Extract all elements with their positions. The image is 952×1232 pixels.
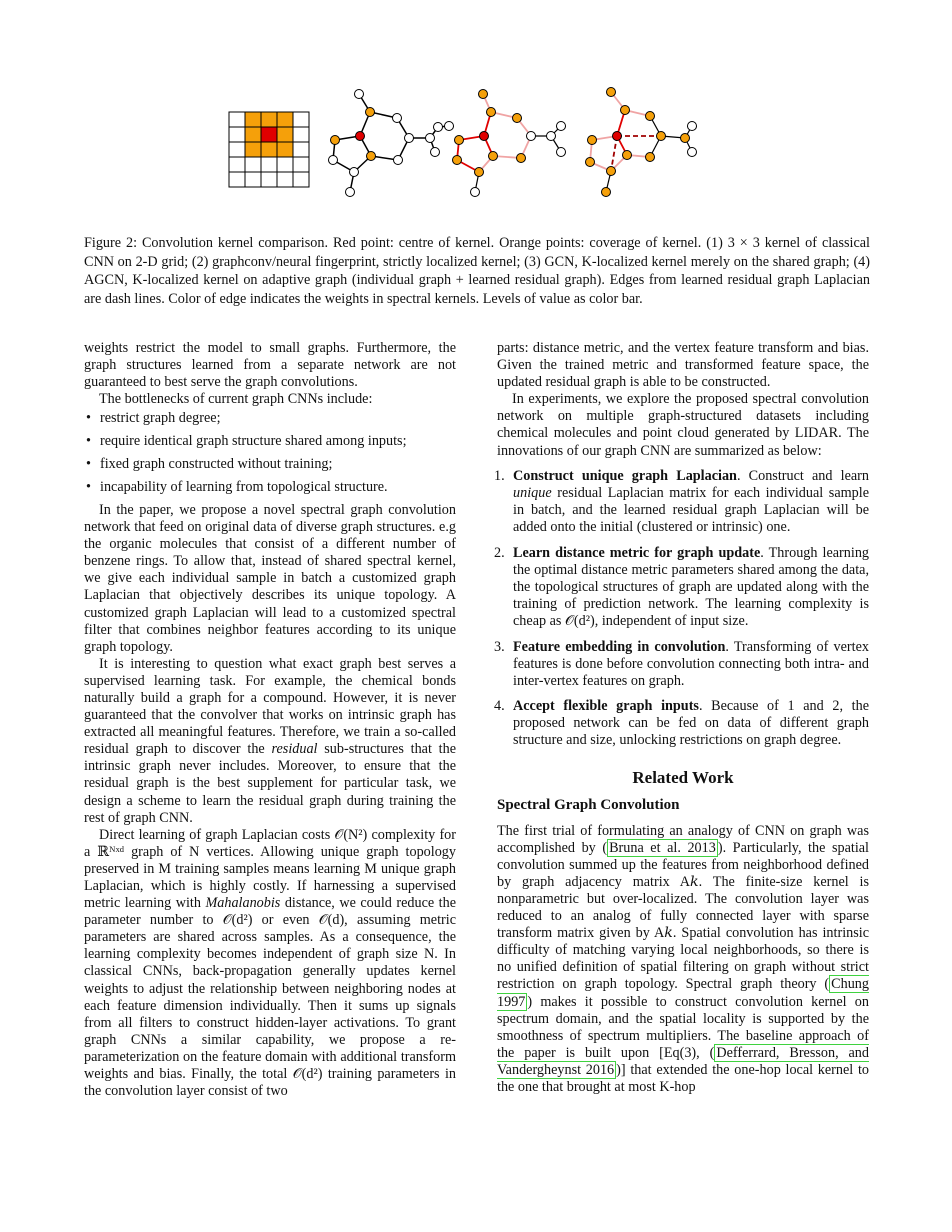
list-item: • fixed graph constructed without training; [84,456,456,473]
graphconv-nodes [329,90,454,197]
citation-link[interactable]: Bruna et al. 2013 [609,839,716,856]
paragraph: The first trial of formulating an analogy of CNN on graph was accomplished by ( Bruna et al. 2013 ). Particularly, the spatial convolution summed up the features from neighborhood defined by graph adjacency matrix A𝑘. The finite-size kernel is nonparametric but over-localized. The convolution layer was reduced to an analog of fully connected layer with sparse transform matrix given by A𝑘. Spatial convolution has intrinsic difficulty of matching varying local neighborhoods, so there is no unified definition of spatial filtering on graph without strict restriction on graph topology. Spectral graph theory ( Chung 1997 ) makes it possible to construct convolution kernel on spectrum domain, and the spatial locality is supported by the smoothness of spectrum multipliers. The baseline approach of the paper is built upon [Eq(3), ( Defferrard, Bresson, and Vandergheynst 2016 )] that extended the one-hop local kernel to the one that brought at most K-hop [497,822,869,1095]
section-heading: Related Work [632,767,734,787]
subsection-heading: Spectral Graph Convolution [497,796,680,813]
citation-link[interactable]: Defferrard, Bresson, and Vandergheynst 2016 [497,1044,869,1078]
list-item: • restrict graph degree; [84,410,456,427]
kernel-comparison-figure [225,82,705,202]
list-item: • require identical graph structure shared among inputs; [84,433,456,450]
gcn-nodes [453,90,566,197]
agcn-panel [590,92,692,192]
paragraph: Direct learning of graph Laplacian costs 𝒪(N²) complexity for a ℝᴺˣᵈ graph of N vertices. Allowing unique graph topology preserved in M training samples means learning M unique graph Laplacian, which is highly costly. If harnessing a supervised metric learning with Mahalanobis distance, we could reduce the parameter number to 𝒪(d²) or even 𝒪(d), assuming metric parameters are shared across samples. As a consequence, the learning complexity becomes independent of graph size N. In classical CNNs, back-propagation generally updates kernel weights to adjust the relationship between neighboring nodes at each feature dimension individually. Then it sums up signals from all filters to construct hidden-layer activations. To grant graph CNNs a similar capability, we propose a re-parameterization on the feature domain with additional transform weights and bias. Finally, the total 𝒪(d²) training parameters in the convolution layer consist of two [84,826,457,1100]
figure-caption: Figure 2: Convolution kernel comparison. Red point: centre of kernel. Orange points: coverage of kernel. (1) 3 × 3 kernel of classical CNN on 2-D grid; (2) graphconv/neural fingerprint, strictly localized kernel; (3) GCN, K-localized kernel merely on the shared graph; (4) AGCN, K-localized kernel on adaptive graph (individual graph + learned residual graph). Edges from learned residual graph Laplacian are dash lines. Color of edge indicates the weights in spectral kernels. Levels of value as color bar. [84,235,870,307]
innovation-list [494,467,870,750]
paragraph: In the paper, we propose a novel spectral graph convolution network that feed on original data of diverse graph structures. e.g the organic molecules that consist of a different number of benzene rings. To allow that, instead of shared spectral kernel, we give each individual sample in batch a customized graph Laplacian that objectively describes its unique topology. A customized graph Laplacian will lead to a customized spectral filter that combines neighbor features according to its unique graph topology. [84,501,456,655]
list-item: • incapability of learning from topological structure. [84,479,456,496]
paragraph: weights restrict the model to small graphs. Furthermore, the graph structures learned from a separate network are not guaranteed to best serve the graph convolutions. [84,340,456,391]
paragraph: The bottlenecks of current graph CNNs include: [99,391,373,408]
agcn-nodes [586,88,697,197]
citation-link[interactable]: Chung 1997 [497,976,869,1010]
left-column [84,340,456,1100]
list-item: 3. Feature embedding in convolution. Transforming of vertex features is done before convolution connecting both intra- and inter-vertex features on graph. [494,638,869,689]
grid-red-centre [261,127,277,142]
paragraph: parts: distance metric, and the vertex feature transform and bias. Given the trained metric and transformed feature space, the updated residual graph is able to be constructed. [497,340,869,391]
list-item: 4. Accept flexible graph inputs. Because of 1 and 2, the proposed network can be fed on data of different graph structure and size, unlocking restrictions on graph degree. [494,698,869,749]
paragraph: It is interesting to question what exact graph best serves a supervised learning task. For example, the chemical bonds naturally build a graph for a compound. However, it is never guaranteed that the convolver that works on intrinsic graph has extracted all meaningful features. Therefore, we train a so-called residual graph to discover the residual sub-structures that the intrinsic graph never includes. Moreover, to ensure that the residual graph is the best supplement for particular task, we design a scheme to learn the residual graph during training the rest of graph CNN. [84,655,457,826]
list-item: 2. Learn distance metric for graph update. Through learning the optimal distance metric parameters shared among the data, the topological structures of graph are updated along with the training of prediction network. The learning complexity is cheap as 𝒪(d²), independent of input size. [494,544,870,629]
graphconv-panel [333,94,449,192]
grid-kernel-panel [229,112,309,187]
right-column [494,340,870,1096]
paragraph: In experiments, we explore the proposed spectral convolution network on multiple graph-structured datasets including chemical molecules and point cloud generated by LIDAR. The innovations of our graph CNN are summarized as below: [497,391,869,459]
bottleneck-list [84,410,456,496]
gcn-panel [457,94,561,192]
list-item: 1. Construct unique graph Laplacian. Construct and learn unique residual Laplacian matrix for each individual sample in batch, and the learned residual graph Laplacian will be added onto the initial (clustered or intrinsic) one. [494,467,869,535]
